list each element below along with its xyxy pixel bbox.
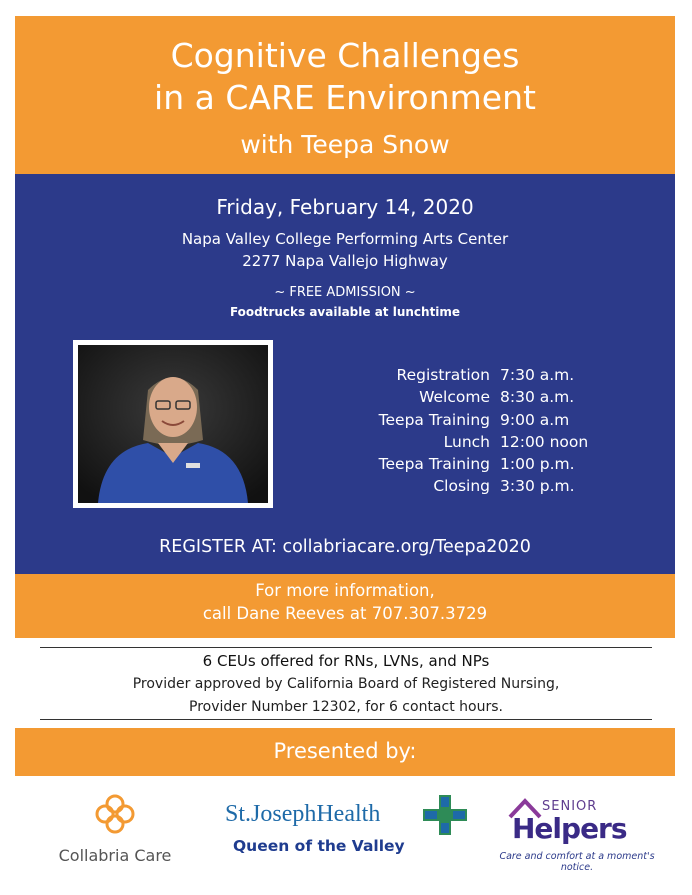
speaker-photo xyxy=(73,340,273,508)
collabria-care-logo xyxy=(40,790,190,870)
schedule-row xyxy=(345,475,620,497)
schedule-label: Lunch xyxy=(443,432,490,451)
event-title-line-1: Cognitive Challenges xyxy=(170,36,520,75)
schedule-time: 8:30 a.m. xyxy=(500,388,575,407)
schedule-time: 9:00 a.m xyxy=(500,410,570,429)
helpers-word: Helpers xyxy=(512,812,627,845)
collabria-name: Collabria Care xyxy=(58,846,172,865)
schedule-row xyxy=(345,453,620,475)
event-title-line-2: in a CARE Environment xyxy=(154,78,536,117)
st-joseph-health-logo xyxy=(225,793,470,873)
divider-bottom xyxy=(40,719,652,720)
ceu-title: 6 CEUs offered for RNs, LVNs, and NPs xyxy=(202,652,490,670)
senior-word: SENIOR xyxy=(542,799,598,814)
schedule-label: Closing xyxy=(433,477,490,496)
presenter-line: with Teepa Snow xyxy=(240,130,450,159)
schedule-time: 1:00 p.m. xyxy=(500,455,575,474)
info-line-1: For more information, xyxy=(255,581,435,600)
contact-banner xyxy=(15,574,675,638)
presented-by-banner xyxy=(15,728,675,776)
ceu-provider-line: Provider approved by California Board of Registered Nursing, xyxy=(132,676,560,692)
schedule-label: Teepa Training xyxy=(378,410,490,429)
senior-helpers-logo xyxy=(482,795,672,875)
register-link[interactable]: REGISTER AT: collabriacare.org/Teepa2020 xyxy=(159,537,531,557)
schedule-row xyxy=(345,364,620,386)
admission-note: ~ FREE ADMISSION ~ xyxy=(274,285,416,300)
cross-icon xyxy=(423,795,467,835)
speaker-portrait-image xyxy=(78,345,268,503)
schedule-label: Registration xyxy=(396,366,490,384)
event-details-panel xyxy=(15,174,675,574)
schedule-list xyxy=(345,364,620,498)
event-date: Friday, February 14, 2020 xyxy=(216,195,474,219)
st-joseph-name: St.JosephHealth xyxy=(225,801,381,827)
venue-name: Napa Valley College Performing Arts Center xyxy=(181,230,509,248)
presented-by-label: Presented by: xyxy=(273,739,417,763)
title-banner xyxy=(15,16,675,174)
schedule-time: 12:00 noon xyxy=(500,432,589,451)
schedule-time: 3:30 p.m. xyxy=(500,477,575,496)
schedule-label: Welcome xyxy=(419,388,490,407)
schedule-label: Teepa Training xyxy=(378,455,490,474)
collabria-knot-icon xyxy=(93,792,137,836)
ceu-provider-number: Provider Number 12302, for 6 contact hours. xyxy=(189,699,503,715)
schedule-time: 7:30 a.m. xyxy=(500,366,575,384)
venue-address: 2277 Napa Vallejo Highway xyxy=(242,252,448,270)
st-joseph-subtitle: Queen of the Valley xyxy=(233,837,405,855)
schedule-row xyxy=(345,409,620,431)
senior-helpers-tagline: Care and comfort at a moment's notice. xyxy=(499,851,655,873)
contact-phone: call Dane Reeves at 707.307.3729 xyxy=(202,604,488,623)
schedule-row xyxy=(345,431,620,453)
divider-top xyxy=(40,647,652,648)
food-note: Foodtrucks available at lunchtime xyxy=(229,305,461,319)
schedule-row xyxy=(345,386,620,408)
